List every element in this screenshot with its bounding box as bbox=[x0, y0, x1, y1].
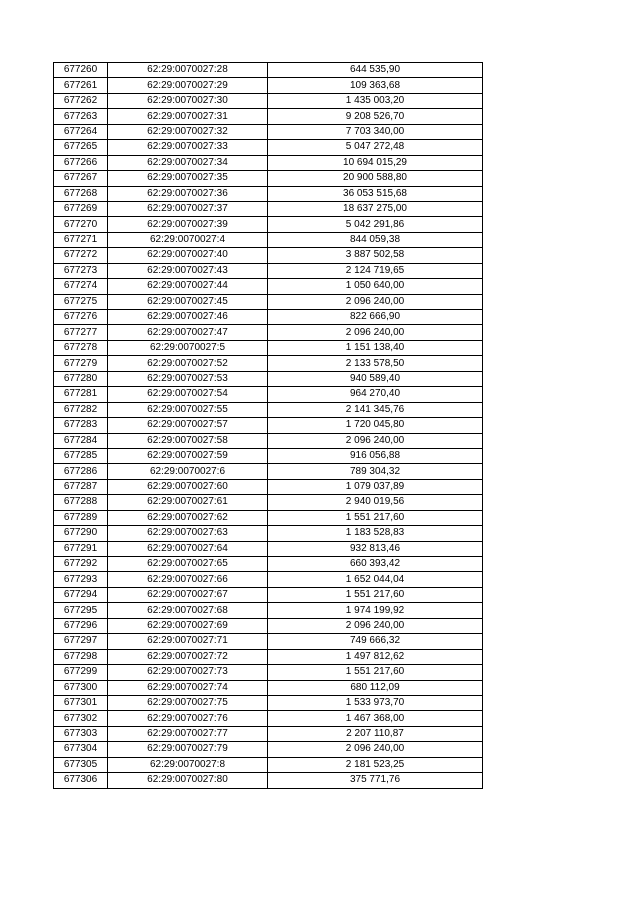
table-row bbox=[54, 464, 483, 479]
row-number-cell: 677282 bbox=[54, 402, 108, 417]
row-number-cell: 677260 bbox=[54, 63, 108, 78]
cadastral-value-cell: 1 050 640,00 bbox=[268, 279, 483, 294]
cadastral-number-cell: 62:29:0070027:33 bbox=[108, 140, 268, 155]
table-row bbox=[54, 587, 483, 602]
cadastral-value-cell: 36 053 515,68 bbox=[268, 186, 483, 201]
row-number-cell: 677293 bbox=[54, 572, 108, 587]
cadastral-number-cell: 62:29:0070027:43 bbox=[108, 263, 268, 278]
cadastral-number-cell: 62:29:0070027:66 bbox=[108, 572, 268, 587]
cadastral-number-cell: 62:29:0070027:77 bbox=[108, 726, 268, 741]
row-number-cell: 677273 bbox=[54, 263, 108, 278]
row-number-cell: 677265 bbox=[54, 140, 108, 155]
row-number-cell: 677299 bbox=[54, 665, 108, 680]
cadastral-value-cell: 844 059,38 bbox=[268, 232, 483, 247]
cadastral-number-cell: 62:29:0070027:29 bbox=[108, 78, 268, 93]
cadastral-value-cell: 2 207 110,87 bbox=[268, 726, 483, 741]
cadastral-number-cell: 62:29:0070027:59 bbox=[108, 448, 268, 463]
cadastral-value-cell: 7 703 340,00 bbox=[268, 124, 483, 139]
row-number-cell: 677287 bbox=[54, 479, 108, 494]
table-row bbox=[54, 325, 483, 340]
cadastral-number-cell: 62:29:0070027:5 bbox=[108, 340, 268, 355]
row-number-cell: 677279 bbox=[54, 356, 108, 371]
cadastral-value-cell: 2 096 240,00 bbox=[268, 325, 483, 340]
row-number-cell: 677286 bbox=[54, 464, 108, 479]
cadastral-number-cell: 62:29:0070027:54 bbox=[108, 387, 268, 402]
table-row bbox=[54, 186, 483, 201]
table-row bbox=[54, 495, 483, 510]
table-row bbox=[54, 371, 483, 386]
table-row bbox=[54, 418, 483, 433]
cadastral-number-cell: 62:29:0070027:65 bbox=[108, 557, 268, 572]
table-row bbox=[54, 155, 483, 170]
cadastral-value-cell: 5 047 272,48 bbox=[268, 140, 483, 155]
cadastral-number-cell: 62:29:0070027:40 bbox=[108, 248, 268, 263]
table-row bbox=[54, 356, 483, 371]
table-row bbox=[54, 634, 483, 649]
row-number-cell: 677297 bbox=[54, 634, 108, 649]
row-number-cell: 677271 bbox=[54, 232, 108, 247]
row-number-cell: 677268 bbox=[54, 186, 108, 201]
cadastral-number-cell: 62:29:0070027:71 bbox=[108, 634, 268, 649]
cadastral-number-cell: 62:29:0070027:61 bbox=[108, 495, 268, 510]
row-number-cell: 677276 bbox=[54, 310, 108, 325]
cadastral-number-cell: 62:29:0070027:28 bbox=[108, 63, 268, 78]
cadastral-value-table bbox=[53, 62, 483, 789]
cadastral-number-cell: 62:29:0070027:60 bbox=[108, 479, 268, 494]
table-row bbox=[54, 680, 483, 695]
cadastral-value-cell: 940 589,40 bbox=[268, 371, 483, 386]
row-number-cell: 677295 bbox=[54, 603, 108, 618]
cadastral-number-cell: 62:29:0070027:69 bbox=[108, 618, 268, 633]
table-row bbox=[54, 510, 483, 525]
table-row bbox=[54, 665, 483, 680]
cadastral-value-cell: 2 133 578,50 bbox=[268, 356, 483, 371]
cadastral-number-cell: 62:29:0070027:76 bbox=[108, 711, 268, 726]
row-number-cell: 677269 bbox=[54, 201, 108, 216]
table-row bbox=[54, 603, 483, 618]
row-number-cell: 677280 bbox=[54, 371, 108, 386]
cadastral-value-cell: 1 652 044,04 bbox=[268, 572, 483, 587]
table-row bbox=[54, 757, 483, 772]
row-number-cell: 677262 bbox=[54, 93, 108, 108]
row-number-cell: 677298 bbox=[54, 649, 108, 664]
cadastral-value-cell: 2 940 019,56 bbox=[268, 495, 483, 510]
table-row bbox=[54, 742, 483, 757]
cadastral-number-cell: 62:29:0070027:80 bbox=[108, 773, 268, 788]
cadastral-value-cell: 18 637 275,00 bbox=[268, 201, 483, 216]
row-number-cell: 677291 bbox=[54, 541, 108, 556]
table-row bbox=[54, 618, 483, 633]
cadastral-value-cell: 2 096 240,00 bbox=[268, 742, 483, 757]
table-row bbox=[54, 387, 483, 402]
table-row bbox=[54, 78, 483, 93]
row-number-cell: 677275 bbox=[54, 294, 108, 309]
cadastral-number-cell: 62:29:0070027:32 bbox=[108, 124, 268, 139]
cadastral-value-cell: 3 887 502,58 bbox=[268, 248, 483, 263]
table-row bbox=[54, 557, 483, 572]
row-number-cell: 677264 bbox=[54, 124, 108, 139]
cadastral-value-cell: 1 467 368,00 bbox=[268, 711, 483, 726]
cadastral-number-cell: 62:29:0070027:75 bbox=[108, 695, 268, 710]
cadastral-value-cell: 2 141 345,76 bbox=[268, 402, 483, 417]
row-number-cell: 677284 bbox=[54, 433, 108, 448]
row-number-cell: 677278 bbox=[54, 340, 108, 355]
table-row bbox=[54, 63, 483, 78]
cadastral-number-cell: 62:29:0070027:47 bbox=[108, 325, 268, 340]
cadastral-value-cell: 1 551 217,60 bbox=[268, 665, 483, 680]
cadastral-value-cell: 1 551 217,60 bbox=[268, 587, 483, 602]
cadastral-number-cell: 62:29:0070027:73 bbox=[108, 665, 268, 680]
cadastral-number-cell: 62:29:0070027:64 bbox=[108, 541, 268, 556]
cadastral-value-cell: 2 124 719,65 bbox=[268, 263, 483, 278]
cadastral-value-cell: 2 096 240,00 bbox=[268, 294, 483, 309]
cadastral-value-cell: 660 393,42 bbox=[268, 557, 483, 572]
table-row bbox=[54, 726, 483, 741]
cadastral-number-cell: 62:29:0070027:74 bbox=[108, 680, 268, 695]
cadastral-value-cell: 1 079 037,89 bbox=[268, 479, 483, 494]
row-number-cell: 677294 bbox=[54, 587, 108, 602]
cadastral-number-cell: 62:29:0070027:57 bbox=[108, 418, 268, 433]
row-number-cell: 677266 bbox=[54, 155, 108, 170]
table-row bbox=[54, 448, 483, 463]
cadastral-value-cell: 822 666,90 bbox=[268, 310, 483, 325]
table-row bbox=[54, 232, 483, 247]
cadastral-value-cell: 789 304,32 bbox=[268, 464, 483, 479]
row-number-cell: 677270 bbox=[54, 217, 108, 232]
cadastral-value-cell: 1 974 199,92 bbox=[268, 603, 483, 618]
cadastral-number-cell: 62:29:0070027:46 bbox=[108, 310, 268, 325]
cadastral-value-cell: 1 151 138,40 bbox=[268, 340, 483, 355]
cadastral-number-cell: 62:29:0070027:58 bbox=[108, 433, 268, 448]
table-row bbox=[54, 402, 483, 417]
cadastral-value-cell: 749 666,32 bbox=[268, 634, 483, 649]
row-number-cell: 677281 bbox=[54, 387, 108, 402]
cadastral-number-cell: 62:29:0070027:31 bbox=[108, 109, 268, 124]
cadastral-value-cell: 9 208 526,70 bbox=[268, 109, 483, 124]
row-number-cell: 677303 bbox=[54, 726, 108, 741]
table-row bbox=[54, 201, 483, 216]
cadastral-value-cell: 1 551 217,60 bbox=[268, 510, 483, 525]
cadastral-number-cell: 62:29:0070027:37 bbox=[108, 201, 268, 216]
row-number-cell: 677300 bbox=[54, 680, 108, 695]
cadastral-number-cell: 62:29:0070027:45 bbox=[108, 294, 268, 309]
cadastral-value-cell: 20 900 588,80 bbox=[268, 171, 483, 186]
cadastral-number-cell: 62:29:0070027:6 bbox=[108, 464, 268, 479]
row-number-cell: 677305 bbox=[54, 757, 108, 772]
cadastral-number-cell: 62:29:0070027:35 bbox=[108, 171, 268, 186]
cadastral-number-cell: 62:29:0070027:44 bbox=[108, 279, 268, 294]
row-number-cell: 677267 bbox=[54, 171, 108, 186]
row-number-cell: 677296 bbox=[54, 618, 108, 633]
table-row bbox=[54, 310, 483, 325]
cadastral-value-cell: 1 435 003,20 bbox=[268, 93, 483, 108]
cadastral-number-cell: 62:29:0070027:79 bbox=[108, 742, 268, 757]
cadastral-number-cell: 62:29:0070027:4 bbox=[108, 232, 268, 247]
table-row bbox=[54, 263, 483, 278]
row-number-cell: 677277 bbox=[54, 325, 108, 340]
cadastral-value-cell: 5 042 291,86 bbox=[268, 217, 483, 232]
cadastral-number-cell: 62:29:0070027:34 bbox=[108, 155, 268, 170]
cadastral-value-cell: 2 181 523,25 bbox=[268, 757, 483, 772]
cadastral-value-cell: 932 813,46 bbox=[268, 541, 483, 556]
row-number-cell: 677304 bbox=[54, 742, 108, 757]
row-number-cell: 677302 bbox=[54, 711, 108, 726]
cadastral-value-cell: 644 535,90 bbox=[268, 63, 483, 78]
table-row bbox=[54, 109, 483, 124]
cadastral-number-cell: 62:29:0070027:62 bbox=[108, 510, 268, 525]
cadastral-number-cell: 62:29:0070027:39 bbox=[108, 217, 268, 232]
cadastral-value-cell: 109 363,68 bbox=[268, 78, 483, 93]
cadastral-number-cell: 62:29:0070027:72 bbox=[108, 649, 268, 664]
table-row bbox=[54, 248, 483, 263]
cadastral-value-cell: 680 112,09 bbox=[268, 680, 483, 695]
cadastral-number-cell: 62:29:0070027:67 bbox=[108, 587, 268, 602]
cadastral-value-cell: 10 694 015,29 bbox=[268, 155, 483, 170]
table-body bbox=[54, 63, 483, 789]
table-row bbox=[54, 526, 483, 541]
table-row bbox=[54, 773, 483, 788]
cadastral-number-cell: 62:29:0070027:52 bbox=[108, 356, 268, 371]
table-row bbox=[54, 572, 483, 587]
cadastral-value-cell: 375 771,76 bbox=[268, 773, 483, 788]
table-row bbox=[54, 695, 483, 710]
cadastral-value-cell: 916 056,88 bbox=[268, 448, 483, 463]
cadastral-value-cell: 1 533 973,70 bbox=[268, 695, 483, 710]
row-number-cell: 677274 bbox=[54, 279, 108, 294]
table-row bbox=[54, 541, 483, 556]
table-row bbox=[54, 217, 483, 232]
row-number-cell: 677285 bbox=[54, 448, 108, 463]
cadastral-value-cell: 964 270,40 bbox=[268, 387, 483, 402]
row-number-cell: 677288 bbox=[54, 495, 108, 510]
table-row bbox=[54, 124, 483, 139]
table-row bbox=[54, 171, 483, 186]
table-row bbox=[54, 433, 483, 448]
row-number-cell: 677306 bbox=[54, 773, 108, 788]
cadastral-value-cell: 2 096 240,00 bbox=[268, 433, 483, 448]
cadastral-number-cell: 62:29:0070027:55 bbox=[108, 402, 268, 417]
table-row bbox=[54, 294, 483, 309]
table-row bbox=[54, 93, 483, 108]
table-row bbox=[54, 649, 483, 664]
cadastral-number-cell: 62:29:0070027:63 bbox=[108, 526, 268, 541]
table-row bbox=[54, 279, 483, 294]
row-number-cell: 677261 bbox=[54, 78, 108, 93]
cadastral-number-cell: 62:29:0070027:36 bbox=[108, 186, 268, 201]
table-row bbox=[54, 340, 483, 355]
row-number-cell: 677263 bbox=[54, 109, 108, 124]
row-number-cell: 677289 bbox=[54, 510, 108, 525]
row-number-cell: 677301 bbox=[54, 695, 108, 710]
cadastral-value-cell: 1 183 528,83 bbox=[268, 526, 483, 541]
row-number-cell: 677283 bbox=[54, 418, 108, 433]
row-number-cell: 677292 bbox=[54, 557, 108, 572]
cadastral-value-cell: 1 720 045,80 bbox=[268, 418, 483, 433]
table-row bbox=[54, 479, 483, 494]
cadastral-number-cell: 62:29:0070027:8 bbox=[108, 757, 268, 772]
table-row bbox=[54, 711, 483, 726]
row-number-cell: 677272 bbox=[54, 248, 108, 263]
row-number-cell: 677290 bbox=[54, 526, 108, 541]
cadastral-value-cell: 2 096 240,00 bbox=[268, 618, 483, 633]
cadastral-value-cell: 1 497 812,62 bbox=[268, 649, 483, 664]
cadastral-number-cell: 62:29:0070027:53 bbox=[108, 371, 268, 386]
cadastral-number-cell: 62:29:0070027:68 bbox=[108, 603, 268, 618]
table-row bbox=[54, 140, 483, 155]
cadastral-number-cell: 62:29:0070027:30 bbox=[108, 93, 268, 108]
